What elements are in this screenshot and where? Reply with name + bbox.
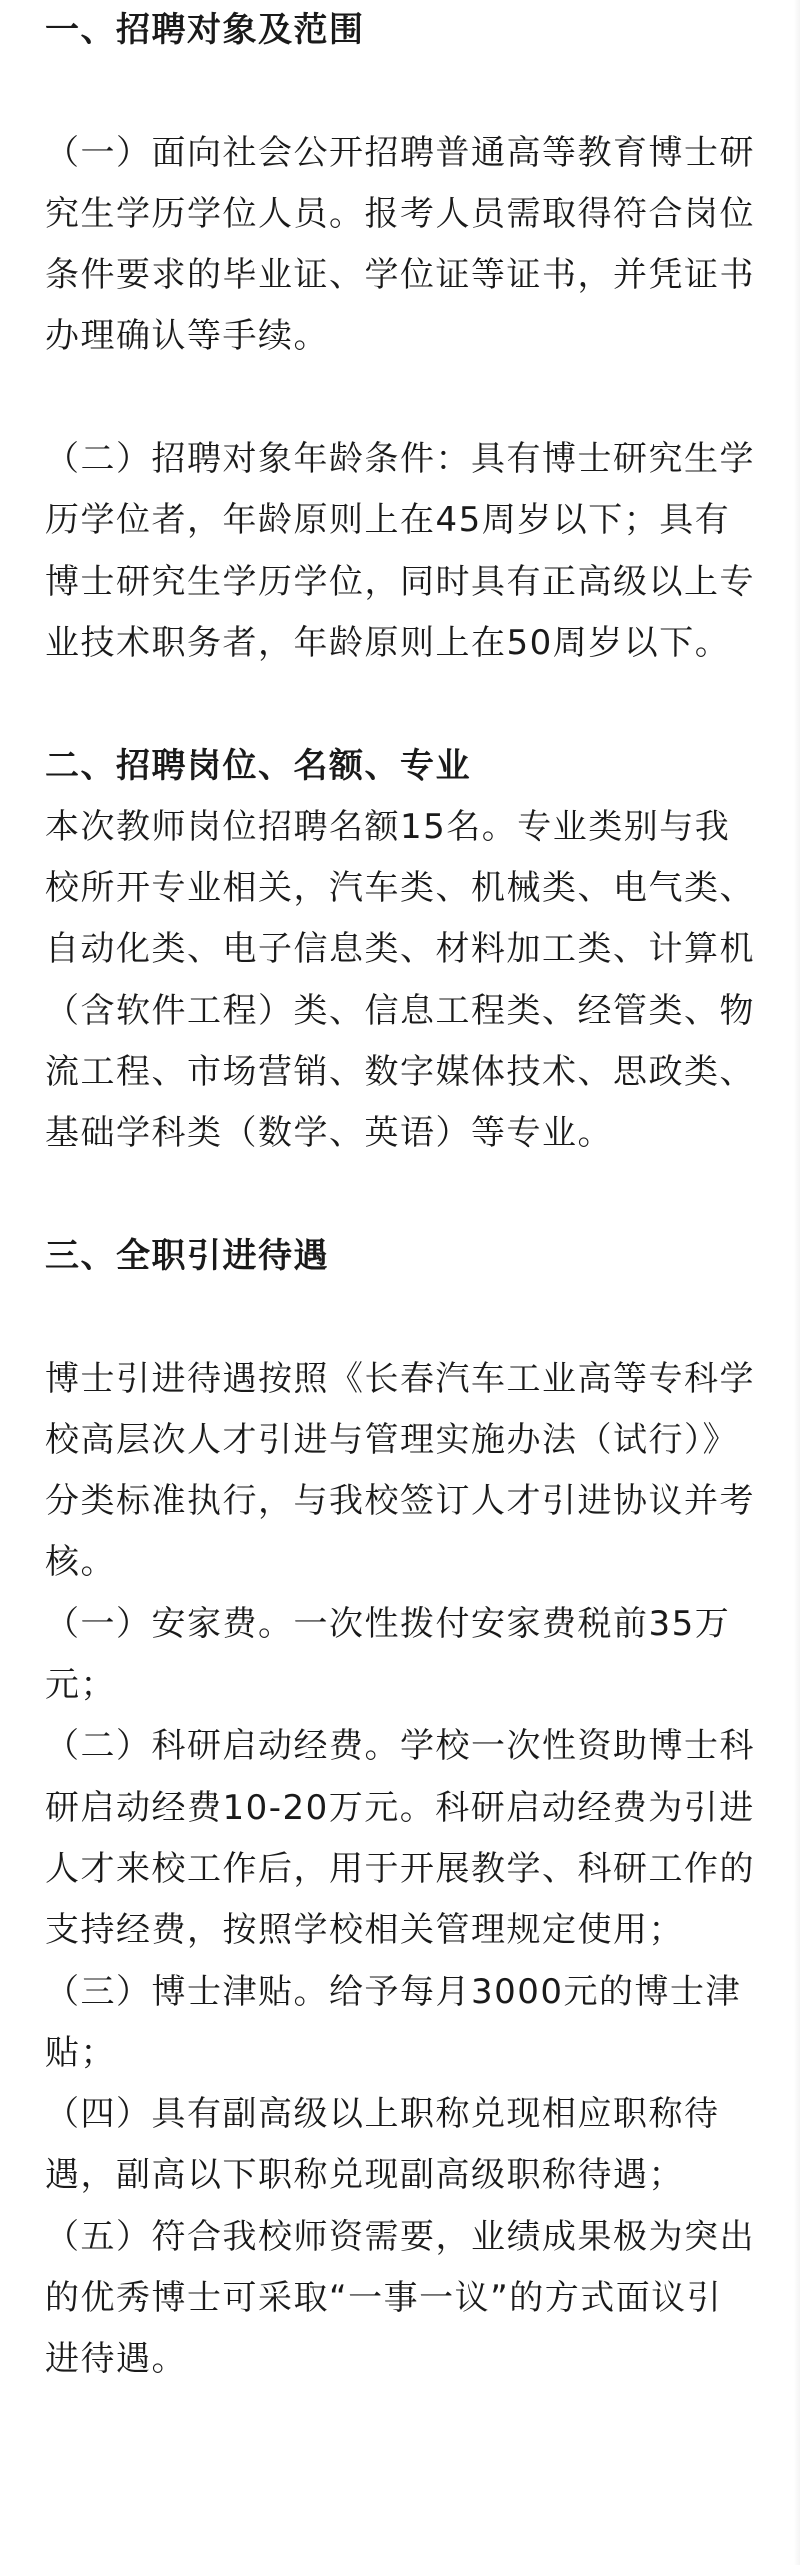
paragraph-scope-item-2: （二）招聘对象年龄条件：具有博士研究生学历学位者，年龄原则上在45周岁以下；具有博士研究生学历学位，同时具有正高级以上专业技术职务者，年龄原则上在50周岁以下。: [45, 439, 755, 663]
section-heading-positions: 二、招聘岗位、名额、专业: [45, 745, 471, 786]
paragraph-benefit-item-3: （三）博士津贴。给予每月3000元的博士津贴；: [45, 1971, 742, 2073]
section-heading-recruitment-scope: 一、招聘对象及范围: [45, 10, 365, 50]
spacer: [45, 368, 755, 429]
paragraph-positions-body: 本次教师岗位招聘名额15名。专业类别与我校所开专业相关，汽车类、机械类、电气类、自动化类、电子信息类、材料加工类、计算机（含软件工程）类、信息工程类、经管类、物流工程、市场营销、数字媒体技术、思政类、基础学科类（数学、英语）等专业。: [45, 806, 755, 1154]
paragraph-benefits-intro: 博士引进待遇按照《长春汽车工业高等专科学校高层次人才引进与管理实施办法（试行）》分类标准执行，与我校签订人才引进协议并考核。: [45, 1358, 755, 1583]
spacer: [45, 674, 755, 735]
paragraph-scope-item-1: （一）面向社会公开招聘普通高等教育博士研究生学历学位人员。报考人员需取得符合岗位条件要求的毕业证、学位证等证书，并凭证书办理确认等手续。: [45, 132, 755, 357]
paragraph-benefit-item-1: （一）安家费。一次性拨付安家费税前35万元；: [45, 1603, 731, 1706]
section-heading-benefits: 三、全职引进待遇: [45, 1235, 329, 1276]
spacer: [45, 1165, 755, 1226]
paragraph-benefit-item-4: （四）具有副高级以上职称兑现相应职称待遇，副高以下职称兑现副高级职称待遇；: [45, 2094, 720, 2196]
spacer: [45, 61, 755, 122]
page-edge-shadow: [794, 0, 800, 2565]
paragraph-benefit-item-5: （五）符合我校师资需要，业绩成果极为突出的优秀博士可采取“一事一议”的方式面议引进待遇。: [45, 2216, 755, 2380]
paragraph-benefit-item-2: （二）科研启动经费。学校一次性资助博士科研启动经费10-20万元。科研启动经费为引进人才来校工作后，用于开展教学、科研工作的支持经费，按照学校相关管理规定使用；: [45, 1726, 755, 1951]
spacer: [45, 1287, 755, 1348]
